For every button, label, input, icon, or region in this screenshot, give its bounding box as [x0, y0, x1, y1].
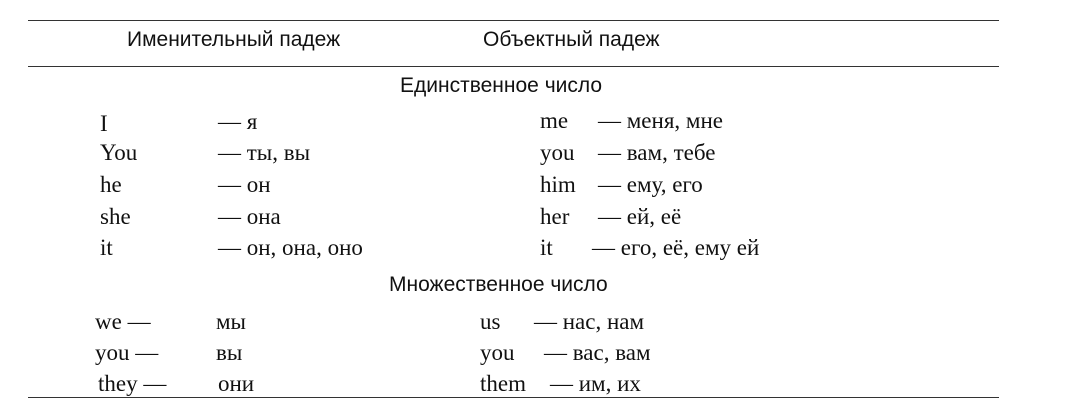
singular-obj-pronoun: him: [540, 172, 576, 197]
top-rule: [28, 20, 999, 21]
singular-nom-translation: — он, она, оно: [218, 235, 363, 260]
plural-nom-pronoun: they —: [98, 371, 167, 396]
plural-nom-translation: вы: [216, 340, 243, 365]
plural-title: Множественное число: [389, 273, 608, 296]
plural-nom-translation: они: [218, 371, 255, 396]
plural-obj-translation: — нас, нам: [534, 309, 645, 334]
singular-obj-translation: — меня, мне: [598, 108, 723, 133]
singular-obj-pronoun: her: [540, 204, 570, 229]
singular-obj-pronoun: you: [540, 140, 575, 165]
singular-nom-pronoun: he: [100, 172, 122, 197]
plural-nom-translation: мы: [216, 309, 247, 334]
singular-nom-pronoun: she: [100, 204, 131, 229]
plural-obj-pronoun: you: [480, 340, 515, 365]
singular-nom-translation: — я: [218, 109, 258, 134]
singular-title: Единственное число: [400, 74, 603, 97]
singular-obj-translation: — ему, его: [598, 172, 703, 197]
header-objective: Объектный падеж: [483, 28, 660, 51]
singular-nom-pronoun: it: [100, 235, 113, 260]
singular-nom-translation: — она: [218, 204, 281, 229]
singular-nom-pronoun: You: [100, 140, 138, 165]
singular-obj-translation: — вам, тебе: [598, 140, 716, 165]
plural-nom-pronoun: we —: [95, 309, 151, 334]
plural-obj-translation: — им, их: [550, 371, 641, 396]
bottom-rule: [28, 397, 999, 398]
plural-obj-pronoun: them: [480, 371, 526, 396]
singular-obj-pronoun: it: [540, 235, 553, 260]
plural-obj-pronoun: us: [480, 309, 501, 334]
plural-nom-pronoun: you —: [95, 340, 159, 365]
singular-nom-pronoun: I: [100, 111, 108, 136]
header-nominative: Именительный падеж: [127, 28, 341, 51]
singular-nom-translation: — он: [218, 172, 271, 197]
singular-nom-translation: — ты, вы: [218, 140, 311, 165]
singular-obj-translation: — его, её, ему ей: [592, 235, 760, 260]
plural-obj-translation: — вас, вам: [544, 340, 651, 365]
singular-obj-translation: — ей, её: [598, 204, 682, 229]
singular-obj-pronoun: me: [540, 108, 569, 133]
header-rule: [28, 66, 999, 67]
